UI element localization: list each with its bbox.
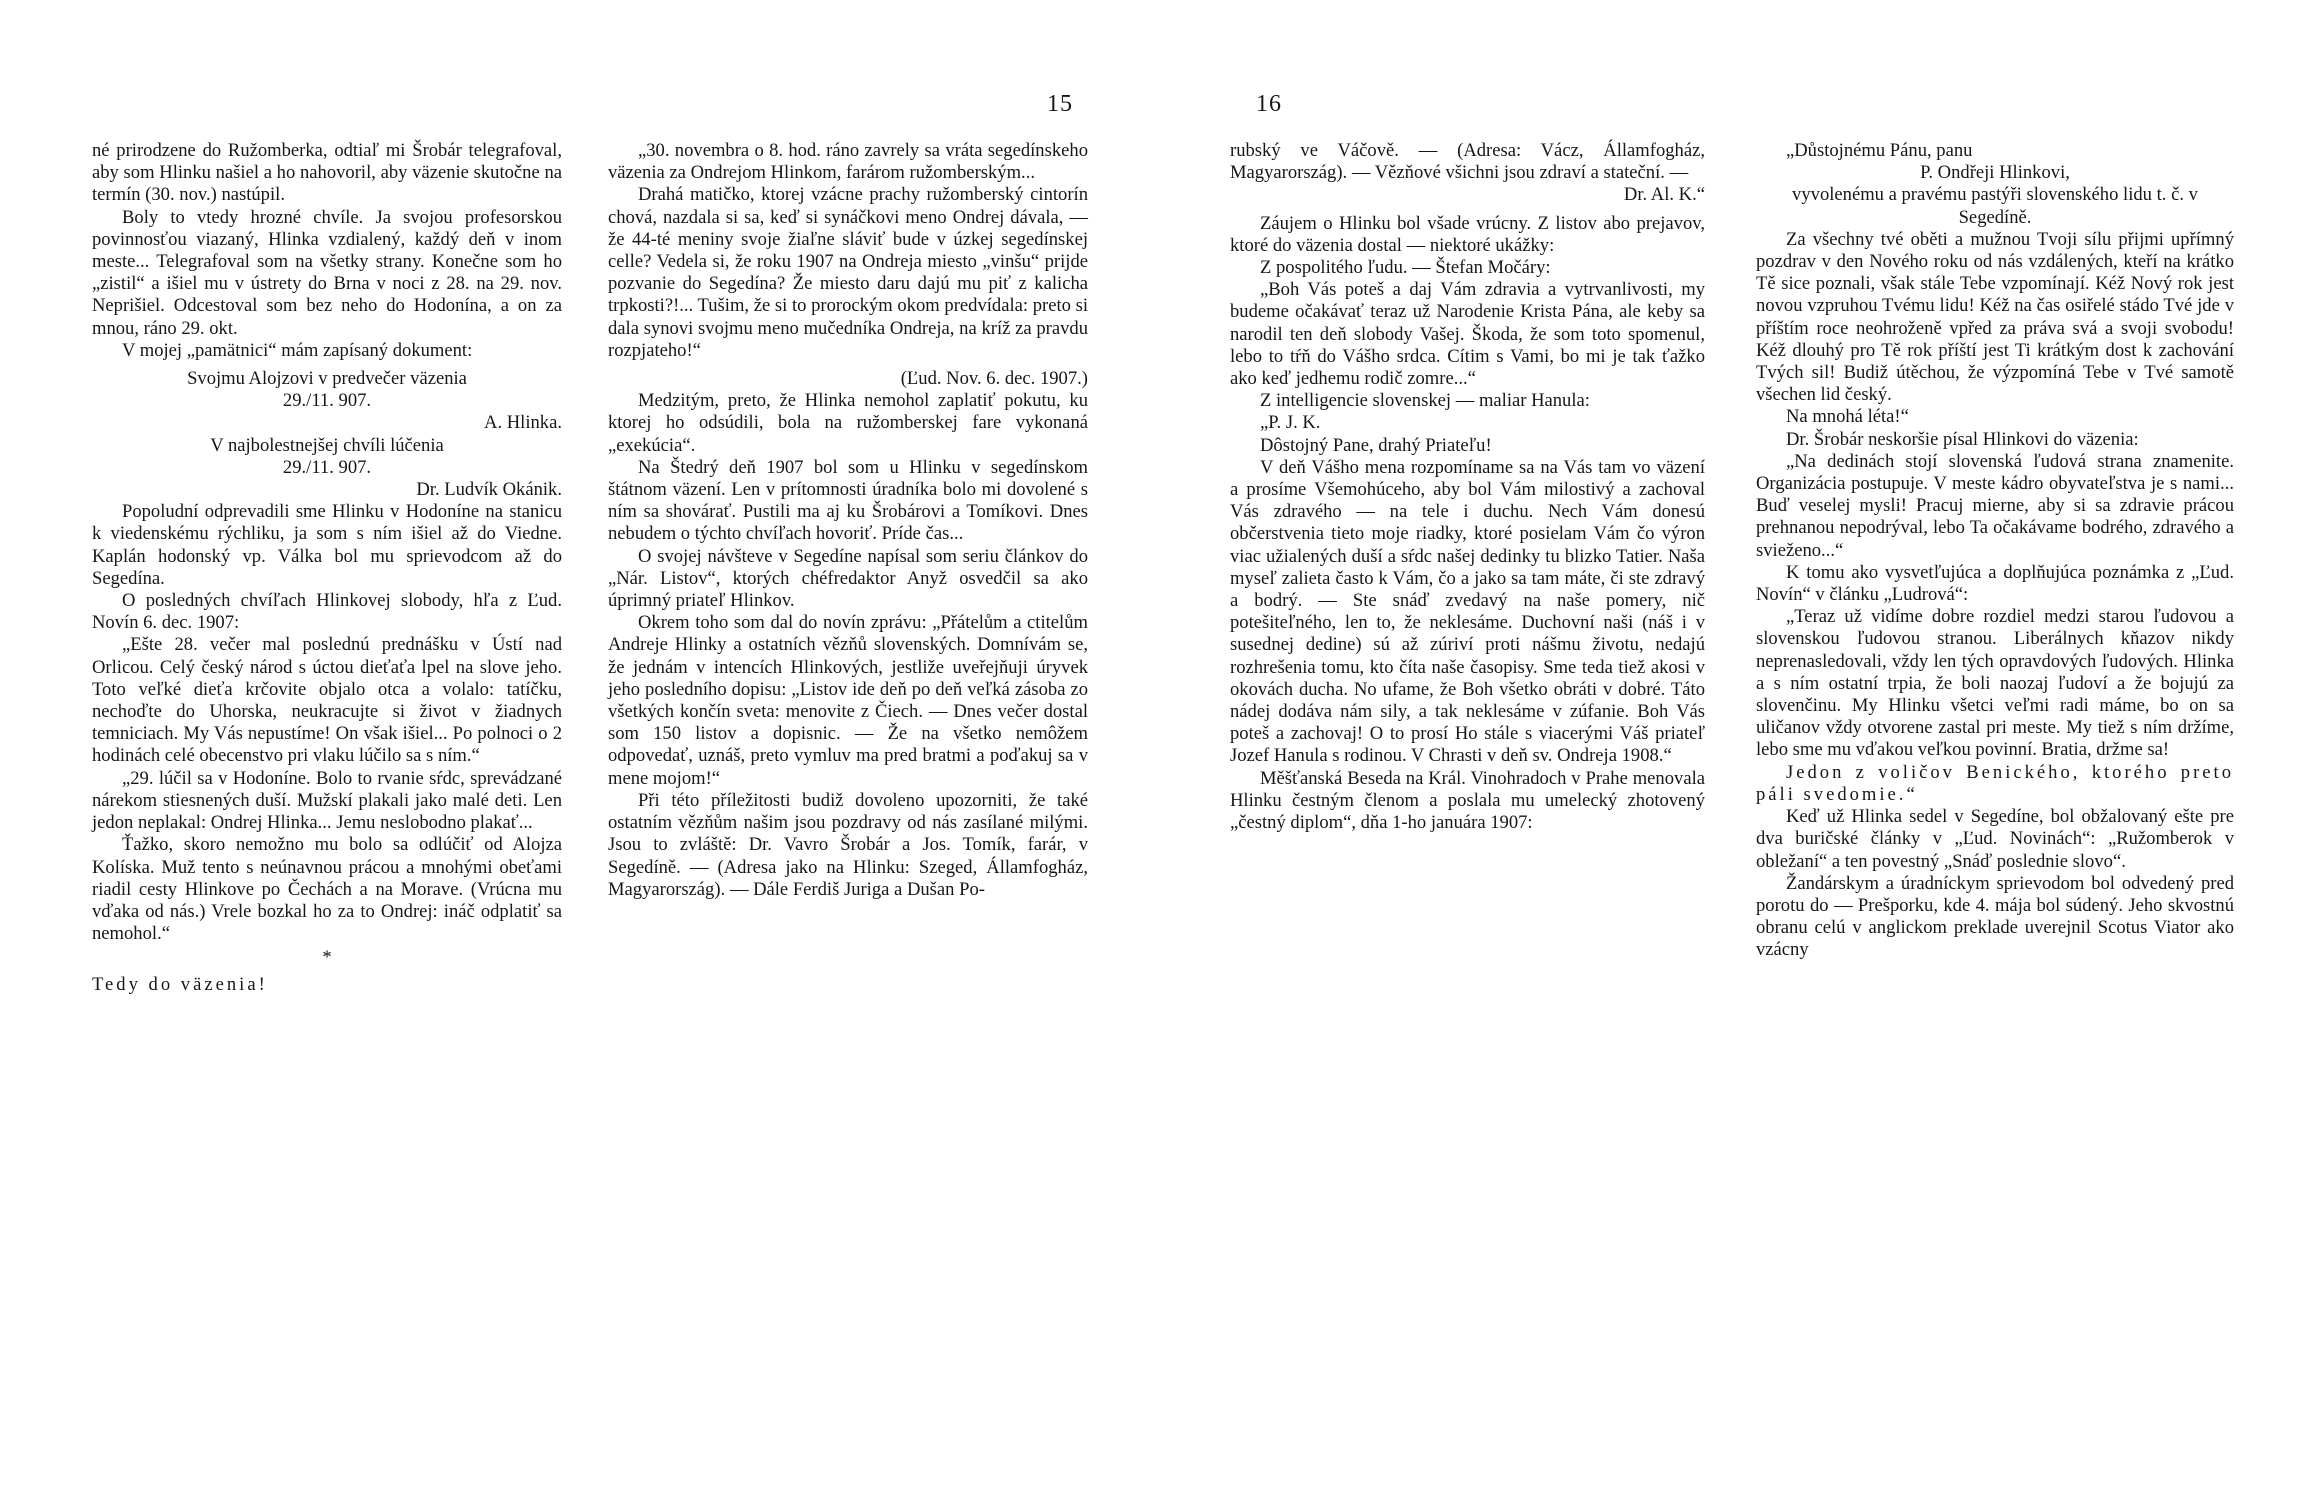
- paragraph: „Důstojnému Pánu, panu: [1786, 140, 1973, 161]
- paragraph: Žandárskym a úradníckym sprievodom bol odvedený pred porotu do — Prešporku, kde 4. mája bol súdený. Jeho skvostnú obranu celú v anglickom preklade uverejnil Scotus Viator ako vzácny: [1756, 872, 2234, 961]
- paragraph: (Ľud. Nov. 6. dec. 1907.): [900, 368, 1088, 390]
- paragraph: O posledných chvíľach Hlinkovej slobody, hľa z Ľud. Novín 6. dec. 1907:: [92, 590, 562, 634]
- paragraph: Medzitým, preto, že Hlinka nemohol zaplatiť pokutu, ku ktorej ho odsúdili, bola na ružomberskej fare vykonaná „exekúcia“.: [608, 390, 1088, 456]
- paragraph: Dr. Šrobár neskoršie písal Hlinkovi do väzenia:: [1786, 428, 2139, 450]
- paragraph: V mojej „pamätnici“ mám zapísaný dokument:: [122, 339, 473, 361]
- paragraph: Z pospolitého ľudu. — Štefan Močáry:: [1260, 257, 1551, 279]
- paragraph: Záujem o Hlinku bol všade vrúcny. Z listov abo prejavov, ktoré do väzenia dostal — niektoré ukážky:: [1230, 212, 1705, 256]
- paragraph: Drahá matičko, ktorej vzácne prachy ružomberský cintorín chová, nazdala si sa, keď si synáčkovi meno Ondrej dávala, — že 44-té meniny svoje žiaľne sláviť bude v úzkej segedínskej celle? Vedela si, že roku 1907 na Ondreja miesto „vinšu“ prijde pozvanie do Segedína? Že miesto daru dajú mu piť z kalicha trpkosti?!... Tušim, že si to prorockým okom predvídala: preto si dala synovi svojmu meno mučedníka Ondreja, na kríž za pravdu rozpjateho!“: [608, 184, 1088, 361]
- text-column: [1756, 140, 2234, 962]
- paragraph: Měšťanská Beseda na Král. Vinohradoch v Prahe menovala Hlinku čestným členom a poslala mu umelecký zhotovený „čestný diplom“, dňa 1-ho januára 1907:: [1230, 767, 1705, 834]
- paragraph: „Teraz už vidíme dobre rozdiel medzi starou ľudovou a slovenskou ľudovou stranou. Liberálnych kňazov nikdy neprenasledovali, vždy len tých opravdových ľudových. Hlinka a s ním ostatní trpia, že boli naozaj ľudoví a že bojujú za slovenčinu. My Hlinku všetci veľmi radi máme, bo on sa uličanov vždy otvorene zastal pri meste. My tiež s ním držíme, lebo sme mu vďakou veľkou povinní. Bratia, držme sa!: [1756, 606, 2234, 761]
- paragraph: K tomu ako vysvetľujúca a doplňujúca poznámka z „Ľud. Novín“ v článku „Ludrová“:: [1756, 561, 2234, 606]
- paragraph: „Boh Vás poteš a daj Vám zdravia a vytrvanlivosti, my budeme očakávať teraz už Narodenie Krista Pána, ale keby sa narodil ten deň slobody Vašej. Škoda, že som toto spomenul, lebo to tŕň do Vášho srdca. Cítim s Vami, bo mi je tak ťažko ako keď jedhemu rodič zomre...“: [1230, 279, 1705, 390]
- right-page: [1152, 0, 2304, 1500]
- page-number: 16: [1256, 91, 1282, 117]
- paragraph: Dr. Ludvík Okánik.: [416, 479, 562, 501]
- text-column: [1230, 140, 1705, 834]
- page-number: 15: [1047, 91, 1073, 117]
- paragraph: V deň Vášho mena rozpomíname sa na Vás tam vo väzení a prosíme Všemohúceho, aby bol Vám milostivý a zachoval Vás zdravého — na tele i duchu. Nech Vám donesú občerstvenia tieto moje riadky, ktoré posielam Vám čo výron viac užialených duší a sŕdc našej dedinky tu blizko Tatier. Naša myseľ zalieta často k Vám, čo a jako sa tam máte, či ste zdravý a bodrý. — Ste snáď zvedavý na naše pomery, nič potešiteľného, len to, že neklesáme. Duchovní naši (náš i v susednej dedine) sú až zúriví proti nášmu životu, nedajú rozhrešenia tomu, kto číta naše časopisy. Sme teda tiež akosi v okovách ducha. No ufame, že Boh všetko obráti v dobré. Táto nádej dodáva nám sily, a tak neklesáme v zúfanie. Boh Vás poteš a zachovaj! O to prosí Ho stále s viacerými Váš priateľ Jozef Hanula s rodinou. V Chrasti v deň sv. Ondreja 1908.“: [1230, 456, 1705, 767]
- paragraph: Z intelligencie slovenskej — maliar Hanula:: [1260, 390, 1590, 412]
- paragraph: Při této příležitosti budiž dovoleno upozorniti, že také ostatním vězňům našim jsou pozdravy od nás zasílané milými. Jsou to zvláště: Dr. Vavro Šrobár a Jos. Tomík, farár, v Segedíně. — (Adresa jako na Hlinku: Szeged, Államfogház, Magyarország). — Dále Ferdiš Juriga a Dušan Po-: [608, 789, 1088, 900]
- paragraph: „29. lúčil sa v Hodoníne. Bolo to rvanie sŕdc, sprevádzané nárekom stiesnených duší. Mužskí plakali jako malé deti. Len jedon neplakal: Ondrej Hlinka... Jemu neslobodno plakať...: [92, 767, 562, 834]
- paragraph: „P. J. K.: [1260, 412, 1321, 434]
- paragraph: Na Štedrý deň 1907 bol som u Hlinku v segedínskom štátnom väzení. Len v prítomnosti úradníka bolo mi dovolené s ním sa shovárať. Pustili ma aj ku Šrobárovi a Tomíkovi. Dnes nebudem o týchto chvíľach hovoriť. Príde čas...: [608, 456, 1088, 545]
- paragraph: Okrem toho som dal do novín zprávu: „Přátelům a ctitelům Andreje Hlinky a ostatních vězňů slovenských. Domnívám se, že jednám v intencích Hlinkových, jestliže uveřejňuji úryvek jeho posledního dopisu: „Listov ide deň po deň veľká zásoba zo všetkých končín sveta: menovite z Čiech. — Dnes večer dostal som 150 listov a dopisnic. — Že na všetko nemôžem odpovedať, uznáš, preto vymluv ma pred bratmi a poďakuj sa v mene mojom!“: [608, 612, 1088, 789]
- paragraph: Keď už Hlinka sedel v Segedíne, bol obžalovaný ešte pre dva buričské články v „Ľud. Novinách“: „Ružomberok v obležaní“ a ten povestný „Snáď poslednie slovo“.: [1756, 806, 2234, 872]
- paragraph: Boly to vtedy hrozné chvíle. Ja svojou profesorskou povinnosťou viazaný, Hlinka vzdialený, každý deň v inom meste... Telegrafoval som na všetky strany. Konečne som ho „zistil“ a išiel mu v ústrety do Brna v noci z 28. na 29. nov. Neprišiel. Odcestoval som bez neho do Hodonína, a on za mnou, ráno 29. okt.: [92, 206, 562, 339]
- paragraph: Jedon z voličov Benického, ktorého preto páli svedomie.“: [1756, 761, 2234, 805]
- paragraph: „Na dedinách stojí slovenská ľudová strana znamenite. Organizácia postupuje. V meste kádro obyvateľstva je s nami... Buď veselej mysli! Pracuj mierne, aby si sa zdravie prácou prehnanou nepodrýval, lebo Ta očakávame bodrého, zdravého a svieženo...“: [1756, 450, 2234, 561]
- paragraph: P. Ondřeji Hlinkovi,: [1920, 162, 2070, 184]
- text-column: [92, 140, 562, 996]
- paragraph: 29./11. 907.: [282, 390, 372, 412]
- paragraph: Ťažko, skoro nemožno mu bolo sa odlúčiť od Alojza Kolíska. Muž tento s neúnavnou prácou a mnohými obeťami riadil cesty Hlinkove po Čechách a na Morave. (Vrúcna mu vďaka od nás.) Vrele bozkal ho za to Ondrej: ináč odplatiť sa nemohol.“: [92, 834, 562, 945]
- paragraph: O svojej návšteve v Segedíne napísal som seriu článkov do „Nár. Listov“, ktorých chéfredaktor Anyž osvedčil sa ako úprimný priateľ Hlinkov.: [608, 545, 1088, 612]
- paragraph: Dr. Al. K.“: [1623, 184, 1705, 206]
- paragraph: rubský ve Váčově. — (Adresa: Vácz, Államfogház, Magyarország). — Vězňové všichni jsou zdraví a stateční. —: [1230, 140, 1705, 184]
- paragraph: Tedy do väzenia!: [92, 973, 268, 995]
- paragraph: né prirodzene do Ružomberka, odtiaľ mi Šrobár telegrafoval, aby som Hlinku našiel a ho nahovoril, aby väzenie skutočne na termín (30. nov.) nastúpil.: [92, 140, 562, 206]
- paragraph: „Ešte 28. večer mal poslednú prednášku v Ústí nad Orlicou. Celý český národ s úctou dieťaťa lpel na slove jeho. Toto veľké dieťa krčovite objalo otca a volalo: tatíčku, nechoďte do Uhorska, neukracujte si život v žiadnych temniciach. My Vás nepustíme! On však išiel... Po polnoci o 2 hodinách celé obecenstvo pri vlaku lúčilo sa s ním.“: [92, 634, 562, 767]
- paragraph: vyvolenému a pravému pastýři slovenského lidu t. č. v Segedíně.: [1792, 184, 2198, 228]
- section-separator: *: [322, 947, 332, 969]
- paragraph: Dôstojný Pane, drahý Priateľu!: [1260, 434, 1492, 456]
- paragraph: V najbolestnejšej chvíli lúčenia: [210, 434, 444, 456]
- paragraph: A. Hlinka.: [484, 412, 562, 434]
- paragraph: Za všechny tvé oběti a mužnou Tvoji sílu přijmi upřímný pozdrav v den Nového roku od nás vzdálených, kteří na krátko Tě sice poznali, však stále Tebe vzpomínají. Kéž Nový rok jest novou vzpruhou Tvému lidu! Kéž na čas osiřelé stádo Tvé jde v příštím roce neohroženě vpřed za práva svá a svoji svobodu! Kéž dlouhý pro Tě rok příští jest Ti krátkým dost k zachování Tvých sil! Budiž útěchou, že výzpomíná Tebe v Tvé samotě všechen lid český.: [1756, 228, 2234, 406]
- paragraph: 29./11. 907.: [282, 456, 372, 478]
- paragraph: Svojmu Alojzovi v predvečer väzenia: [187, 368, 467, 390]
- paragraph: „30. novembra o 8. hod. ráno zavrely sa vráta segedínskeho väzenia za Ondrejom Hlinkom, farárom ružomberským...: [608, 140, 1088, 184]
- paragraph: Popoludní odprevadili sme Hlinku v Hodoníne na stanicu k viedenskému rýchliku, ja som s ním išiel až do Viedne. Kaplán hodonský vp. Válka bol mu sprievodcom až do Segedína.: [92, 501, 562, 589]
- text-column: [608, 140, 1088, 901]
- paragraph: Na mnohá léta!“: [1786, 406, 1909, 428]
